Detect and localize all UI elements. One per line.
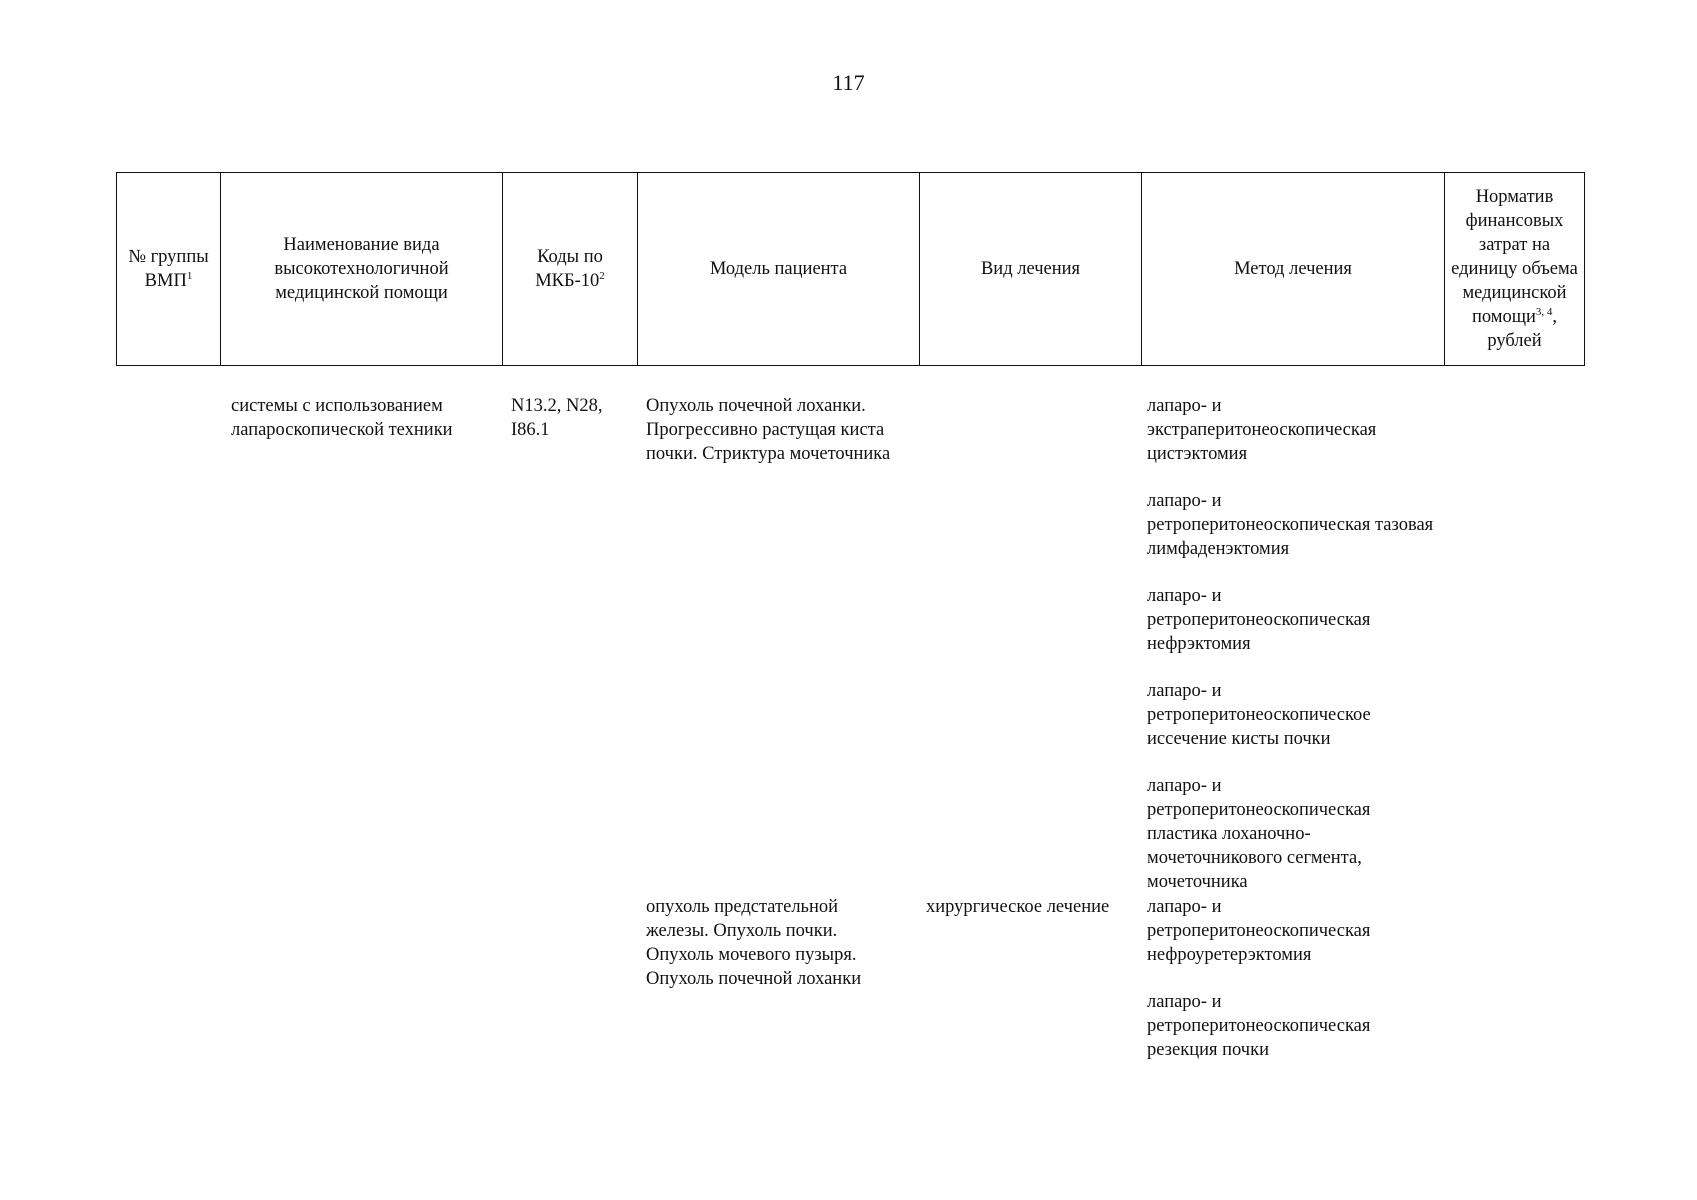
header-icd-codes-footnote: 2 (599, 269, 605, 282)
header-group-number-text: № группы ВМП (128, 247, 209, 291)
method-item: лапаро- и ретроперитонеоскопическая тазовая лимфаденэктомия (1147, 491, 1434, 559)
header-treatment-method-text: Метод лечения (1234, 259, 1352, 279)
page-number: 117 (832, 70, 865, 95)
header-icd-codes (503, 173, 638, 366)
header-group-number (117, 173, 221, 366)
header-treatment-type (920, 173, 1142, 366)
table-header (116, 172, 1585, 366)
row2-method-list (1147, 895, 1437, 1062)
row2-patient-model: опухоль предстательной железы. Опухоль почки. Опухоль мочевого пузыря. Опухоль почечной лоханки (646, 897, 862, 989)
method-item: лапаро- и ретроперитонеоскопическое иссечение кисты почки (1147, 681, 1371, 749)
header-patient-model-text: Модель пациента (709, 259, 848, 279)
header-cost-norm-footnote: 3, 4 (1535, 305, 1553, 318)
row1-method-list (1147, 394, 1437, 894)
header-icd-codes-text: Коды по МКБ-10 (535, 247, 603, 291)
header-care-type-name-text: Наименование вида высокотехнологичной медицинской помощи (274, 235, 449, 303)
method-item: лапаро- и ретроперитонеоскопическая пластика лоханочно-мочеточникового сегмента, мочеточника (1147, 776, 1371, 892)
method-item: лапаро- и ретроперитонеоскопическая резекция почки (1147, 992, 1371, 1060)
header-treatment-method (1142, 173, 1445, 366)
row1-care-type-name: системы с использованием лапароскопической техники (231, 396, 453, 440)
header-cost-norm (1445, 173, 1585, 366)
row1-patient-model: Опухоль почечной лоханки. Прогрессивно растущая киста почки. Стриктура мочеточника (646, 396, 891, 464)
row2-treatment-type: хирургическое лечение (926, 897, 1110, 917)
method-item: лапаро- и ретроперитонеоскопическая нефроуретерэктомия (1147, 897, 1371, 965)
header-patient-model (638, 173, 920, 366)
header-cost-norm-unit: , рублей (1487, 307, 1558, 351)
header-group-number-footnote: 1 (186, 269, 193, 282)
method-item: лапаро- и экстраперитонеоскопическая цистэктомия (1147, 396, 1377, 464)
header-care-type-name (221, 173, 503, 366)
header-cost-norm-text: Норматив финансовых затрат на единицу объема медицинской помощи (1451, 187, 1578, 327)
header-treatment-type-text: Вид лечения (980, 259, 1081, 279)
method-item: лапаро- и ретроперитонеоскопическая нефрэктомия (1147, 586, 1371, 654)
row1-icd-codes: N13.2, N28, I86.1 (511, 396, 603, 440)
